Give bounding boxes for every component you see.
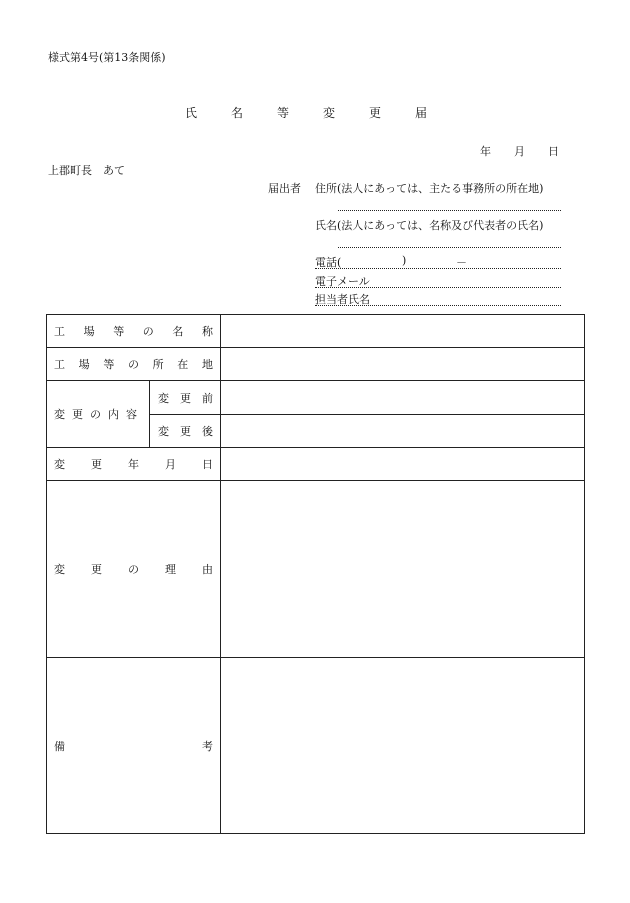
contact-label: 担当者氏名 <box>315 293 370 306</box>
after-change-field[interactable] <box>221 415 585 448</box>
change-reason-label: 変 更 の 理 由 <box>47 481 221 658</box>
remarks-label: 備 考 <box>47 658 221 834</box>
table-row <box>47 381 585 415</box>
table-row <box>47 348 585 381</box>
change-reason-field[interactable] <box>221 481 585 658</box>
after-change-label: 変 更 後 <box>150 415 221 448</box>
filer-label: 届出者 <box>268 182 301 195</box>
name-field[interactable] <box>338 247 561 248</box>
table-row <box>47 481 585 658</box>
phone-dash: － <box>456 256 467 269</box>
change-date-label: 変 更 年 月 日 <box>47 448 221 481</box>
table-row <box>47 315 585 348</box>
name-label: 氏名(法人にあっては、名称及び代表者の氏名) <box>315 219 544 232</box>
form-number: 様式第4号(第13条関係) <box>48 51 166 64</box>
before-change-field[interactable] <box>221 381 585 415</box>
phone-label: 電話( <box>315 256 342 269</box>
change-content-label: 変 更 の 内 容 <box>47 381 150 448</box>
remarks-field[interactable] <box>221 658 585 834</box>
contact-field[interactable] <box>315 305 561 306</box>
form-table <box>46 314 585 834</box>
date-line: 年 月 日 <box>480 145 559 158</box>
facility-name-field[interactable] <box>221 315 585 348</box>
email-label: 電子メール <box>315 275 370 288</box>
document-title: 氏 名 等 変 更 届 <box>185 106 428 120</box>
facility-location-label: 工 場 等 の 所 在 地 <box>47 348 221 381</box>
address-field[interactable] <box>338 210 561 211</box>
addressee: 上郡町長 あて <box>48 164 125 177</box>
facility-location-field[interactable] <box>221 348 585 381</box>
phone-field[interactable] <box>315 268 561 269</box>
facility-name-label: 工 場 等 の 名 称 <box>47 315 221 348</box>
before-change-label: 変 更 前 <box>150 381 221 415</box>
phone-close-paren: ) <box>402 254 407 267</box>
table-row <box>47 448 585 481</box>
email-field[interactable] <box>315 287 561 288</box>
change-date-field[interactable] <box>221 448 585 481</box>
table-row <box>47 658 585 834</box>
address-label: 住所(法人にあっては、主たる事務所の所在地) <box>315 182 544 195</box>
